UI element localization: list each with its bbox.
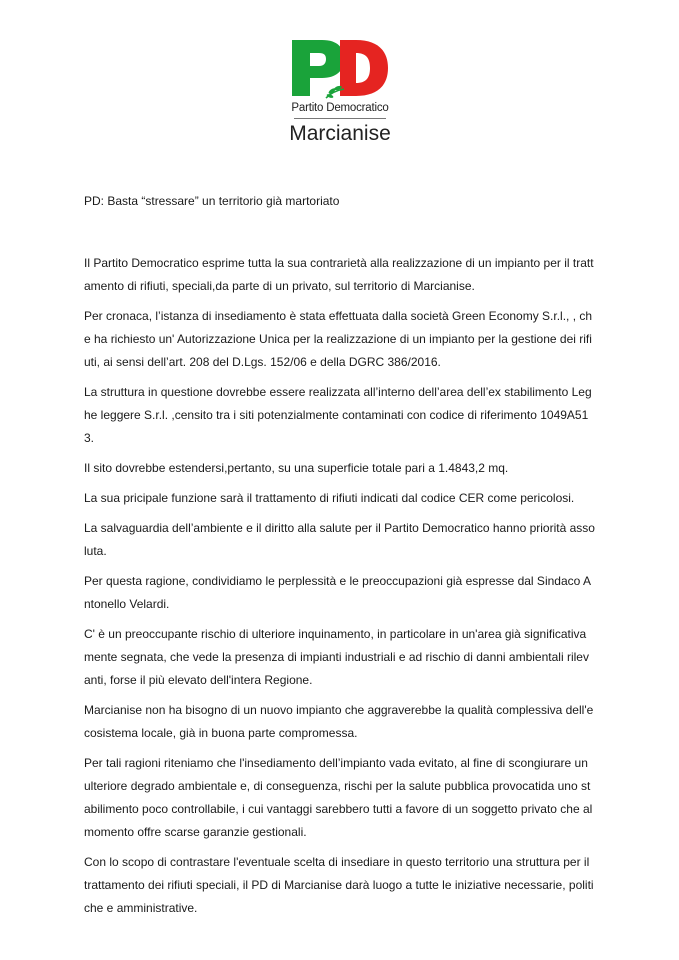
- paragraph: La sua pricipale funzione sarà il trattamento di rifiuti indicati dal codice CER come pericolosi.: [84, 491, 575, 505]
- document-body: [84, 252, 595, 927]
- logo-city: Marcianise: [289, 122, 391, 145]
- paragraph: Per questa ragione, condividiamo le perplessità e le preoccupazioni già espresse dal Sindaco Antonello Velardi.: [84, 574, 591, 611]
- document-title: PD: Basta “stressare” un territorio già martoriato: [84, 194, 340, 208]
- pd-logo-mark: [286, 34, 394, 100]
- paragraph: C' è un preoccupante rischio di ulteriore inquinamento, in particolare in un'area già significativamente segnata, che vede la presenza di impianti industriali e ad rischio di danni ambientali rilevanti, forse il più elevato dell'intera Regione.: [84, 627, 589, 687]
- logo-subtitle: Partito Democratico: [291, 102, 389, 114]
- paragraph: La struttura in questione dovrebbe essere realizzata all’interno dell’area dell’ex stabilimento Leghe leggere S.r.l. ,censito tra i siti potenzialmente contaminati con codice di riferimento 1049A513.: [84, 385, 592, 445]
- paragraph: Con lo scopo di contrastare l'eventuale scelta di insediare in questo territorio una struttura per il trattamento dei rifiuti speciali, il PD di Marcianise darà luogo a tutte le iniziative necessarie, politiche e amministrative.: [84, 855, 594, 915]
- paragraph: Il sito dovrebbe estendersi,pertanto, su una superficie totale pari a 1.4843,2 mq.: [84, 461, 509, 475]
- party-logo: [286, 34, 394, 150]
- paragraph: Per tali ragioni riteniamo che l'insediamento dell’impianto vada evitato, al fine di scongiurare un ulteriore degrado ambientale e, di conseguenza, rischi per la salute pubblica provocatida uno stabilimento poco controllabile, i cui vantaggi sarebbero tutti a favore di un soggetto privato che al momento offre scarse garanzie gestionali.: [84, 756, 593, 839]
- paragraph: La salvaguardia dell’ambiente e il diritto alla salute per il Partito Democratico hanno priorità assoluta.: [84, 521, 595, 558]
- paragraph: Per cronaca, l’istanza di insediamento è stata effettuata dalla società Green Economy S.r.l., , che ha richiesto un' Autorizzazione Unica per la realizzazione di un impianto per la gestione dei rifiuti, ai sensi dell’art. 208 del D.Lgs. 152/06 e della DGRC 386/2016.: [84, 309, 593, 369]
- paragraph: Il Partito Democratico esprime tutta la sua contrarietà alla realizzazione di un impianto per il trattamento di rifiuti, speciali,da parte di un privato, sul territorio di Marcianise.: [84, 256, 594, 293]
- logo-letter-d: [340, 40, 388, 96]
- logo-divider: [294, 118, 386, 119]
- paragraph: Marcianise non ha bisogno di un nuovo impianto che aggraverebbe la qualità complessiva dell'ecosistema locale, già in buona parte compromessa.: [84, 703, 594, 740]
